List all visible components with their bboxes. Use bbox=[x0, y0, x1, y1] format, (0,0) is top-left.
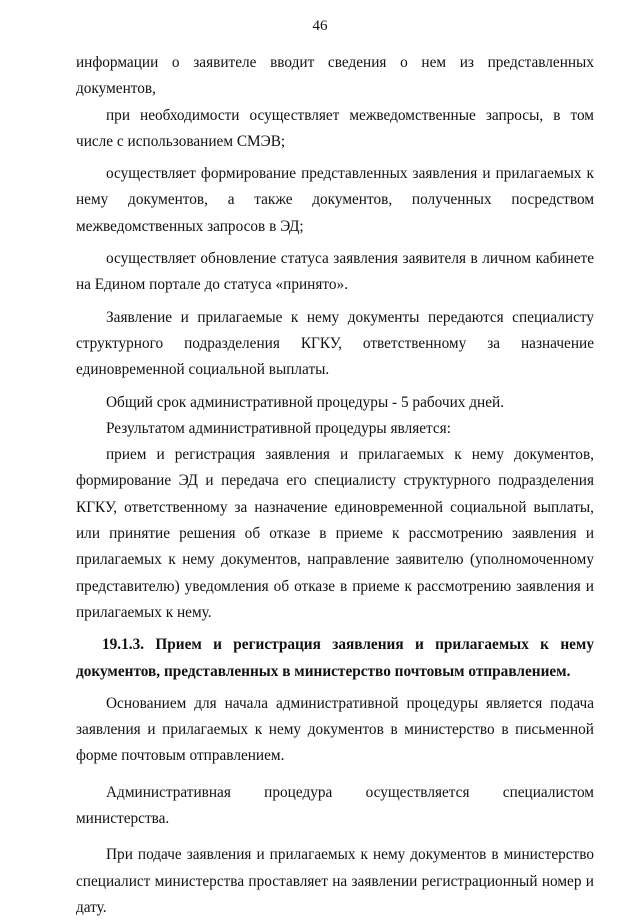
paragraph-total-term: Общий срок административной процедуры - 5 рабочих дней. bbox=[106, 393, 505, 411]
paragraph-continuation: информации о заявителе вводит сведения о нем из представленных документов, bbox=[76, 54, 594, 98]
paragraph-form-documents: осуществляет формирование представленных заявления и прилагаемых к нему документов, а также документов, полученных посредством межведомственных запросов в ЭД; bbox=[76, 165, 594, 235]
paragraph-status-update: осуществляет обновление статуса заявления заявителя в личном кабинете на Едином портале до статуса «принято». bbox=[76, 250, 594, 294]
page-number: 46 bbox=[312, 18, 328, 34]
document-body bbox=[76, 50, 594, 921]
paragraph-result-details: прием и регистрация заявления и прилагаемых к нему документов, формирование ЭД и передача его специалисту структурного подразделения КГКУ, ответственному за назначение единовременной социальной выплаты, или принятие решения об отказе в приеме к рассмотрению заявления и прилагаемых к нему документов, направление заявителю (уполномоченному представителю) уведомления об отказе в приеме к рассмотрению заявления и прилагаемых к нему. bbox=[76, 446, 594, 621]
paragraph-procedure-performer: Административная процедура осуществляется специалистом министерства. bbox=[76, 783, 594, 828]
paragraph-registration: При подаче заявления и прилагаемых к нему документов в министерство специалист министерства проставляет на заявлении регистрационный номер и дату. bbox=[76, 846, 594, 916]
paragraph-result-intro: Результатом административной процедуры является: bbox=[106, 419, 451, 437]
paragraph-transfer-documents: Заявление и прилагаемые к нему документы передаются специалисту структурного подразделения КГКУ, ответственному за назначение единовременной социальной выплаты. bbox=[76, 308, 594, 379]
paragraph-interagency-requests: при необходимости осуществляет межведомственные запросы, в том числе с использованием СМЭВ; bbox=[76, 106, 594, 150]
paragraph-basis: Основанием для начала административной процедуры является подача заявления и прилагаемых к нему документов в министерство в письменной форме почтовым отправлением. bbox=[76, 694, 594, 765]
section-heading-19-1-3: 19.1.3. Прием и регистрация заявления и прилагаемых к нему документов, представленных в министерство почтовым отправлением. bbox=[76, 636, 594, 680]
